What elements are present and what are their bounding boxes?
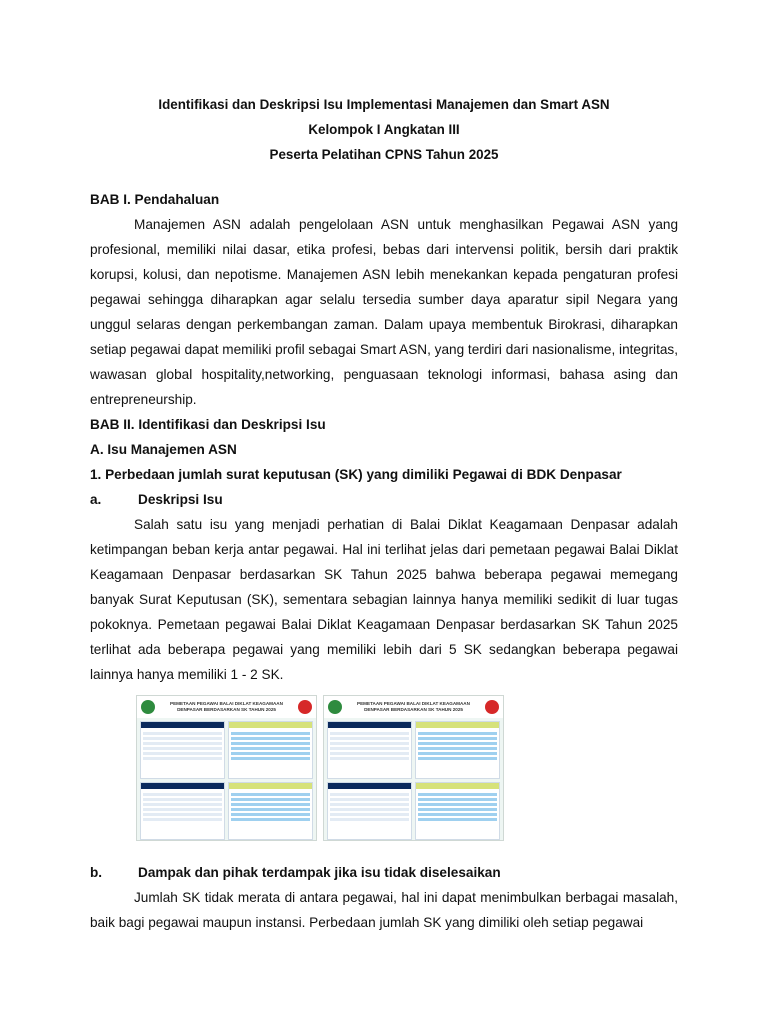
document-body-top	[90, 187, 678, 687]
subsection-a-paragraph: Salah satu isu yang menjadi perhatian di Balai Diklat Keagamaan Denpasar adalah ketimpangan beban kerja antar pegawai. Hal ini terlihat jelas dari pemetaan pegawai Balai Diklat Keagamaan Denpasar berdasarkan SK Tahun 2025 bahwa beberapa pegawai memegang banyak Surat Keputusan (SK), sementara sebagian lainnya hanya memiliki sedikit di luar tugas pokoknya. Pemetaan pegawai Balai Diklat Keagamaan Denpasar berdasarkan SK Tahun 2025 terlihat ada beberapa pegawai yang memiliki lebih dari 5 SK sedangkan beberapa pegawai lainnya hanya memiliki 1 - 2 SK.	[90, 517, 678, 682]
bab1-paragraph: Manajemen ASN adalah pengelolaan ASN untuk menghasilkan Pegawai ASN yang profesional, memiliki nilai dasar, etika profesi, bebas dari intervensi politik, bersih dari praktik korupsi, kolusi, dan nepotisme. Manajemen ASN lebih menekankan kepada pengaturan profesi pegawai sehingga diharapkan agar selalu tersedia sumber daya aparatur sipil Negara yang unggul selaras dengan perkembangan zaman. Dalam upaya membentuk Birokrasi, diharapkan setiap pegawai dapat memiliki profil sebagai Smart ASN, yang terdiri dari nasionalisme, integritas, wawasan global hospitality,networking, penguasaan teknologi informasi, bahasa asing dan entrepreneurship.	[90, 217, 678, 407]
panel	[228, 782, 313, 840]
panel	[327, 782, 412, 840]
infographic-left	[136, 695, 317, 841]
subsection-a-number: a.	[90, 492, 102, 507]
bab2-heading: BAB II. Identifikasi dan Deskripsi Isu	[90, 417, 326, 432]
infographic-right-title: PEMETAAN PEGAWAI BALAI DIKLAT KEAGAMAAN DENPASAR BERDASARKAN SK TAHUN 2025	[357, 701, 470, 712]
subsection-b-heading	[90, 860, 678, 885]
panel	[415, 721, 500, 779]
infographic-figure	[136, 695, 504, 841]
title-line-3: Peserta Pelatihan CPNS Tahun 2025	[269, 147, 499, 162]
panel	[140, 721, 225, 779]
section-a-heading: A. Isu Manajemen ASN	[90, 442, 237, 457]
subsection-a-label: Deskripsi Isu	[138, 492, 223, 507]
title-line-2: Kelompok I Angkatan III	[308, 122, 460, 137]
document-title	[0, 92, 768, 167]
subsection-b-paragraph: Jumlah SK tidak merata di antara pegawai, hal ini dapat menimbulkan berbagai masalah, baik bagi pegawai maupun instansi. Perbedaan jumlah SK yang dimiliki oleh setiap pegawai	[90, 890, 678, 930]
panel	[140, 782, 225, 840]
infographic-right	[323, 695, 504, 841]
panel	[327, 721, 412, 779]
subsection-b-label: Dampak dan pihak terdampak jika isu tidak diselesaikan	[138, 865, 501, 880]
ministry-logo-icon	[328, 700, 342, 714]
infographic-left-title: PEMETAAN PEGAWAI BALAI DIKLAT KEAGAMAAN DENPASAR BERDASARKAN SK TAHUN 2025	[170, 701, 283, 712]
subsection-a-heading	[90, 487, 678, 512]
badge-icon	[485, 700, 499, 714]
subsection-b-number: b.	[90, 865, 103, 880]
panel	[415, 782, 500, 840]
bab1-heading: BAB I. Pendahaluan	[90, 192, 220, 207]
ministry-logo-icon	[141, 700, 155, 714]
document-body-bottom	[90, 860, 678, 935]
panel	[228, 721, 313, 779]
item-1-heading: 1. Perbedaan jumlah surat keputusan (SK) yang dimiliki Pegawai di BDK Denpasar	[90, 467, 622, 482]
title-line-1: Identifikasi dan Deskripsi Isu Implementasi Manajemen dan Smart ASN	[158, 97, 610, 112]
badge-icon	[298, 700, 312, 714]
